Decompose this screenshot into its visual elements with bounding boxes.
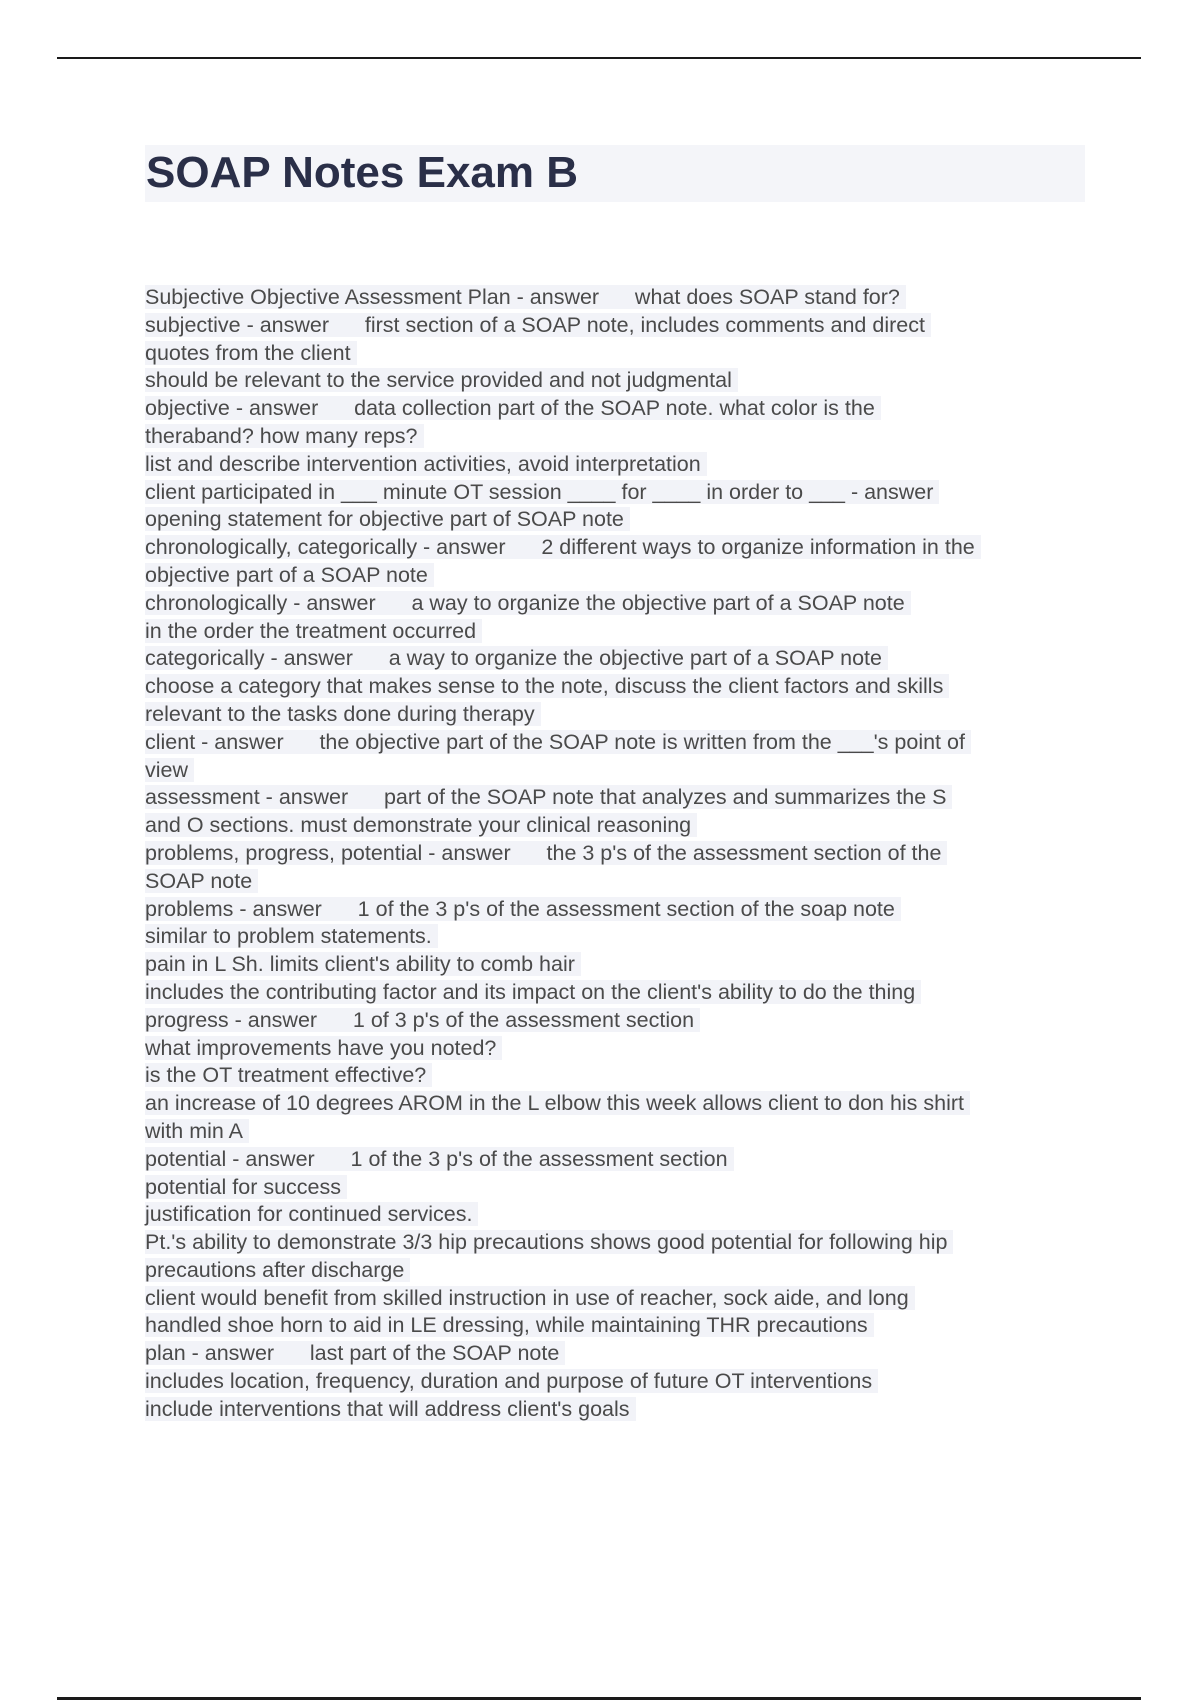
text-line: view: [145, 757, 1085, 785]
text-line: quotes from the client: [145, 340, 1085, 368]
text-line: client would benefit from skilled instruction in use of reacher, sock aide, and long: [145, 1285, 1085, 1313]
text-line: with min A: [145, 1118, 1085, 1146]
text-line: an increase of 10 degrees AROM in the L elbow this week allows client to don his shirt: [145, 1090, 1085, 1118]
text-line: pain in L Sh. limits client's ability to comb hair: [145, 951, 1085, 979]
text-line: Pt.'s ability to demonstrate 3/3 hip precautions shows good potential for following hip: [145, 1229, 1085, 1257]
text-line: should be relevant to the service provided and not judgmental: [145, 367, 1085, 395]
text-line: handled shoe horn to aid in LE dressing, while maintaining THR precautions: [145, 1312, 1085, 1340]
top-divider: [57, 57, 1141, 59]
text-line: includes location, frequency, duration and purpose of future OT interventions: [145, 1368, 1085, 1396]
text-line: list and describe intervention activities, avoid interpretation: [145, 451, 1085, 479]
text-line: client participated in ___ minute OT session ____ for ____ in order to ___ - answer: [145, 479, 1085, 507]
text-line: problems, progress, potential - answer the 3 p's of the assessment section of the: [145, 840, 1085, 868]
text-line: what improvements have you noted?: [145, 1035, 1085, 1063]
text-line: relevant to the tasks done during therapy: [145, 701, 1085, 729]
text-line: choose a category that makes sense to the note, discuss the client factors and skills: [145, 673, 1085, 701]
text-line: problems - answer 1 of the 3 p's of the assessment section of the soap note: [145, 896, 1085, 924]
document-body: [145, 284, 1085, 1424]
text-line: client - answer the objective part of the SOAP note is written from the ___'s point of: [145, 729, 1085, 757]
text-line: potential - answer 1 of the 3 p's of the assessment section: [145, 1146, 1085, 1174]
text-line: is the OT treatment effective?: [145, 1062, 1085, 1090]
text-line: objective part of a SOAP note: [145, 562, 1085, 590]
text-line: progress - answer 1 of 3 p's of the assessment section: [145, 1007, 1085, 1035]
text-line: categorically - answer a way to organize the objective part of a SOAP note: [145, 645, 1085, 673]
text-line: and O sections. must demonstrate your clinical reasoning: [145, 812, 1085, 840]
text-line: potential for success: [145, 1174, 1085, 1202]
text-line: precautions after discharge: [145, 1257, 1085, 1285]
text-line: theraband? how many reps?: [145, 423, 1085, 451]
text-line: in the order the treatment occurred: [145, 618, 1085, 646]
text-line: assessment - answer part of the SOAP note that analyzes and summarizes the S: [145, 784, 1085, 812]
text-line: chronologically, categorically - answer 2 different ways to organize information in the: [145, 534, 1085, 562]
page-title: SOAP Notes Exam B: [146, 148, 579, 197]
text-line: opening statement for objective part of SOAP note: [145, 506, 1085, 534]
text-line: similar to problem statements.: [145, 923, 1085, 951]
text-line: objective - answer data collection part of the SOAP note. what color is the: [145, 395, 1085, 423]
text-line: plan - answer last part of the SOAP note: [145, 1340, 1085, 1368]
text-line: chronologically - answer a way to organize the objective part of a SOAP note: [145, 590, 1085, 618]
text-line: includes the contributing factor and its impact on the client's ability to do the thing: [145, 979, 1085, 1007]
text-line: include interventions that will address client's goals: [145, 1396, 1085, 1424]
text-line: SOAP note: [145, 868, 1085, 896]
text-line: Subjective Objective Assessment Plan - answer what does SOAP stand for?: [145, 284, 1085, 312]
text-line: justification for continued services.: [145, 1201, 1085, 1229]
text-line: subjective - answer first section of a SOAP note, includes comments and direct: [145, 312, 1085, 340]
